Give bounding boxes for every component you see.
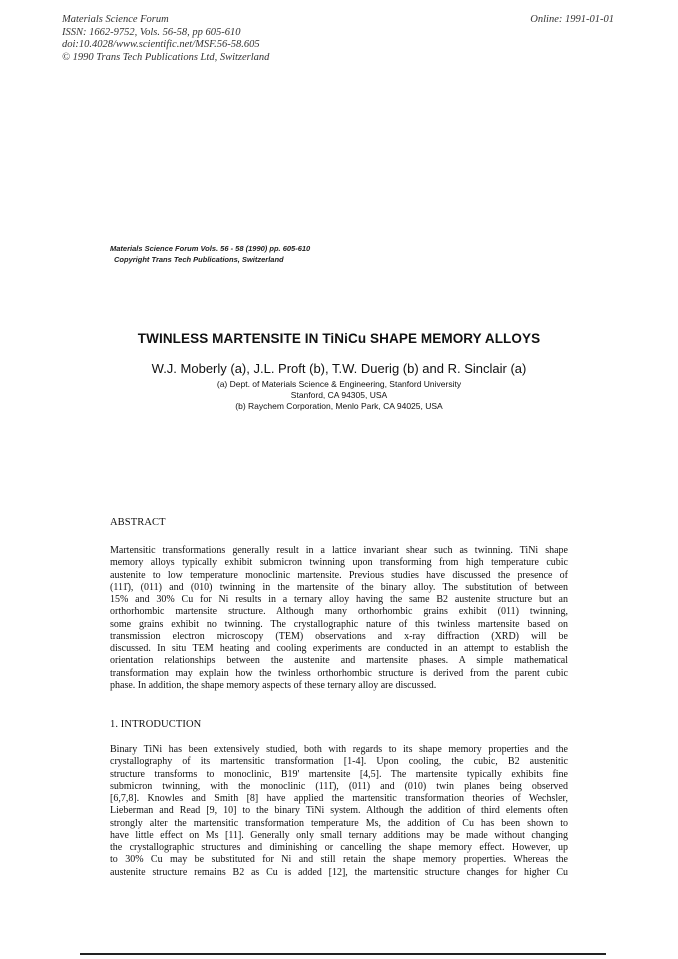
copyright-line: © 1990 Trans Tech Publications Ltd, Switzerland: [62, 51, 270, 63]
abstract-line: phase. In addition, the shape memory aspects of these ternary alloy are discussed.: [110, 679, 437, 691]
abstract-line: Martensitic transformations generally result in a lattice invariant shear such as twinning. TiNi shape: [110, 545, 568, 556]
paper-title: TWINLESS MARTENSITE IN TiNiCu SHAPE MEMORY ALLOYS: [137, 331, 541, 346]
affiliation-a: (a) Dept. of Materials Science & Engineering, Stanford University: [216, 379, 462, 389]
publication-metadata: [62, 14, 269, 64]
introduction-line: strongly alter the martensitic transformation temperature Ms, the addition of Cu has been shown to: [110, 817, 568, 829]
introduction-heading: 1. INTRODUCTION: [110, 719, 202, 730]
abstract-line: some grains exhibit no twinning. The crystallographic nature of this twinless martensite based on: [110, 618, 568, 630]
introduction-line: have little effect on Ms [11]. Generally only small ternary additions may be made without changing: [110, 829, 568, 841]
introduction-line: the crystallographic structures and diminishing or cancelling the shape memory effect. However, up: [110, 842, 568, 853]
abstract-line: orientation relationships between the austenite and martensite phases. A simple mathematical: [110, 655, 568, 667]
abstract-line: austenite to low temperature monoclinic martensite. Previous studies have discussed the presence of: [110, 569, 568, 581]
online-date: Online: 1991-01-01: [530, 14, 614, 25]
affiliation-b: (b) Raychem Corporation, Menlo Park, CA 94025, USA: [235, 401, 443, 411]
journal-copyright: Copyright Trans Tech Publications, Switzerland: [114, 255, 284, 264]
introduction-line: austenite structure remains B2 as Cu is added [12], the martensitic structure changes for higher Cu: [110, 866, 568, 878]
issn-line: ISSN: 1662-9752, Vols. 56-58, pp 605-610: [62, 26, 241, 38]
abstract-line: orthorhombic martensite structure. Although many orthorhombic grains exhibit (011) twinning,: [110, 606, 568, 618]
journal-reference: [110, 243, 310, 265]
introduction-line: to 30% Cu may be substituted for Ni and still retain the shape memory properties. Whereas the: [110, 854, 568, 866]
introduction-line: Binary TiNi has been extensively studied, both with regards to its shape memory properties and the: [110, 744, 568, 755]
abstract-line: transmission electron microscopy (TEM) observations and x-ray diffraction (XRD) will be: [110, 630, 568, 642]
abstract-line: 15% and 30% Cu for Ni results in a ternary alloy having the same B2 austenite structure but an: [110, 594, 568, 605]
journal-name: Materials Science Forum: [62, 14, 169, 25]
abstract-line: discussed. In situ TEM heating and cooling experiments are conducted in an attempt to establish the: [110, 643, 568, 654]
introduction-body: [110, 744, 568, 879]
introduction-line: structure transforms to monoclinic, B19' martensite [4,5]. The martensite typically exhibits fine: [110, 768, 568, 780]
doi-link[interactable]: doi:10.4028/www.scientific.net/MSF.56-58.605: [62, 39, 260, 50]
abstract-body: [110, 545, 568, 692]
introduction-line: [6,7,8]. Knowles and Smith [8] have applied the martensitic transformation theories of Wechsler,: [110, 793, 568, 804]
abstract-line: (111̄), (011) and (010) twinning in the martensite of the binary alloy. The substitution of between: [110, 581, 568, 593]
abstract-heading: ABSTRACT: [110, 517, 166, 528]
introduction-line: crystallography of its martensitic transformation [1-4]. Upon cooling, the cubic, B2 austenitic: [110, 756, 568, 768]
introduction-line: Lieberman and Read [9, 10] to the binary TiNi system. Although the addition of third elements often: [110, 805, 568, 817]
abstract-line: transformation may explain how the twinless orthorhombic structure is derived from the parent cubic: [110, 667, 568, 679]
affiliation-a-address: Stanford, CA 94305, USA: [290, 390, 388, 400]
abstract-line: memory alloys typically exhibit submicron twinning upon transforming from high temperature cubic: [110, 557, 568, 569]
introduction-line: submicron twinning, with the monoclinic (111̄), (011) and (010) twin planes being observed: [110, 780, 568, 792]
journal-citation: Materials Science Forum Vols. 56 - 58 (1990) pp. 605-610: [110, 244, 311, 253]
author-list: W.J. Moberly (a), J.L. Proft (b), T.W. Duerig (b) and R. Sinclair (a): [151, 361, 527, 376]
footer-rule: [80, 953, 606, 955]
